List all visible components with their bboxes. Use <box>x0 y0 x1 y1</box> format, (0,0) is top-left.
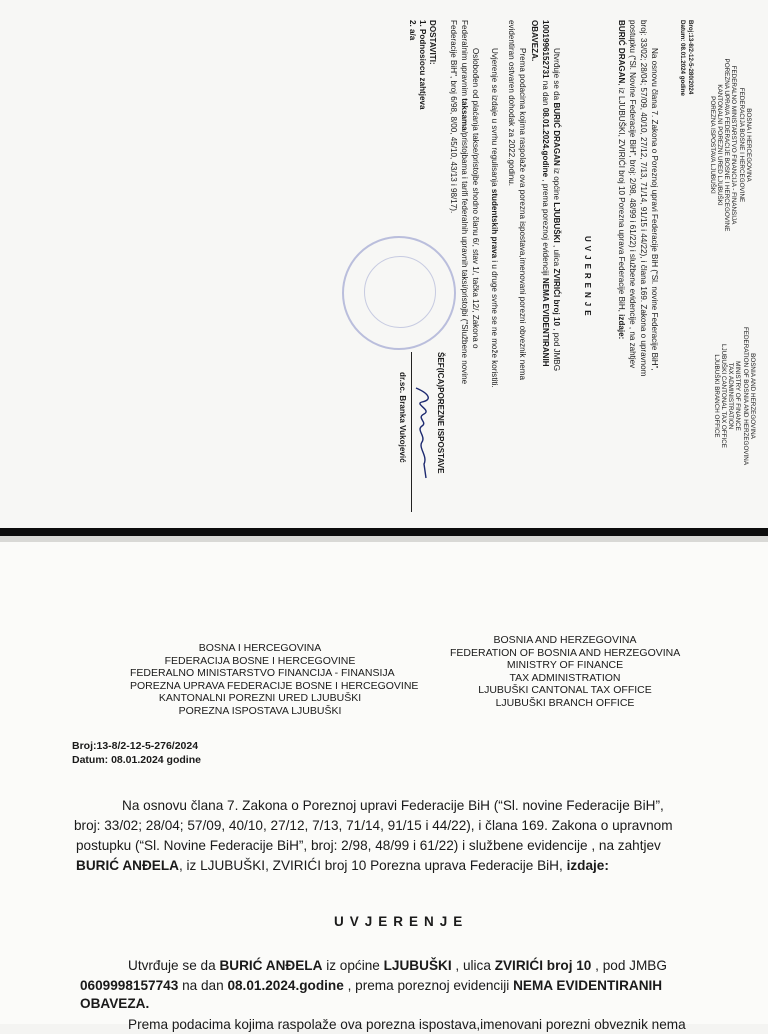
header-left <box>130 642 419 717</box>
utvrduje-line <box>551 48 562 371</box>
city: LJUBUŠKI <box>383 958 452 973</box>
text-fragment: iz općine <box>326 958 380 973</box>
intro-line-applicant <box>616 20 627 339</box>
header-right-line: TAX ADMINISTRATION <box>727 362 735 430</box>
header-left-line: POREZNA UPRAVA FEDERACIJE BOSNE I HERCEGOVINE <box>723 58 731 232</box>
exemption-line: Federacije BiH", broj 6/98, 8/00, 45/10, 43/13 i 98/17). <box>449 20 458 214</box>
izdaje-label: izdaje: <box>566 858 609 873</box>
certificate-title: UVJERENJE <box>583 236 592 320</box>
text-fragment: Uvjerenje se izdaje u svrhu regulisanja <box>490 48 499 187</box>
header-left-line: KANTONALNI POREZNI URED LJUBUŠKI <box>715 84 723 206</box>
intro-line: postupku (“Sl. Novine Federacije BiH”, broj: 2/98, 48/99 i 61/22) i službene evidencije , na zahtjev <box>76 838 661 853</box>
intro-line: broj: 33/02; 28/04; 57/09, 40/10, 27/12, 7/13, 71/14, 91/15 i 44/22), i člana 169. Zakona o upravnom <box>74 818 673 833</box>
applicant-address: , iz LJUBUŠKI, ZVIRIĆI broj 10 Porezna uprava Federacije BiH, <box>178 858 563 873</box>
applicant-address: , iz LJUBUŠKI, ZVIRIĆI broj 10 Porezna uprava Federacije BiH, <box>617 83 626 312</box>
header-right-line: FEDERATION OF BOSNIA AND HERZEGOVINA <box>741 326 749 466</box>
document-date: Datum: 08.01.2024 godine <box>72 754 201 766</box>
header-right-line: MINISTRY OF FINANCE <box>506 659 624 671</box>
header-right-line: TAX ADMINISTRATION <box>509 671 621 684</box>
street: ZVIRIĆI broj 10 <box>552 268 561 327</box>
applicant-name: BURIĆ DRAGAN <box>617 20 626 84</box>
intro-line: postupku (“Sl. Novine Federacije BiH”, broj: 2/98, 48/99 i 61/22) i službene evidencije , na zahtjev <box>628 20 637 369</box>
intro-line-applicant <box>76 856 609 875</box>
text-fragment: , ulica <box>552 245 561 267</box>
text-fragment: taksama <box>460 98 469 131</box>
header-left-line: POREZNA ISPOSTAVA LJUBUŠKI <box>708 96 716 194</box>
intro-line: Na osnovu člana 7. Zakona o Poreznoj upravi Federacije BiH (“Sl. novine Federacije BiH”, <box>650 48 659 371</box>
document-number: Broj:13-8/2-12-5-280/2024 <box>687 20 694 95</box>
status: NEMA EVIDENTIRANIH <box>513 978 663 993</box>
header-left-line: FEDERACIJA BOSNE I HERCEGOVINE <box>737 87 745 203</box>
document-number: Broj:13-8/2-12-5-276/2024 <box>72 740 199 752</box>
purpose-line <box>489 48 500 388</box>
scan-edge <box>0 528 768 536</box>
certificate-title: UVJERENJE <box>334 914 469 929</box>
header-right-line: BOSNIA AND HERZEGOVINA <box>493 634 637 646</box>
issue-date: 08.01.2024.godine <box>541 107 550 178</box>
recipient-item: 1. Podnosiocu zahtjeva <box>418 20 427 110</box>
header-right-line: MINISTRY OF FINANCE <box>734 361 742 431</box>
status: NEMA EVIDENTIRANIH <box>541 277 550 367</box>
izdaje-label: izdaje: <box>617 314 626 340</box>
text-fragment: , prema poreznoj evidenciji <box>541 179 550 276</box>
utvrduje-line <box>540 20 551 367</box>
signature-line <box>411 352 412 512</box>
applicant-name: BURIĆ ANĐELA <box>76 858 179 873</box>
purpose: studentskih prava <box>490 188 499 259</box>
document-page <box>0 542 768 1032</box>
body-line: evidentiran ostvaren dohodak za 2022.godinu. <box>507 20 516 187</box>
header-left-line: POREZNA UPRAVA FEDERACIJE BOSNE I HERCEGOVINE <box>130 679 419 692</box>
body-line: Prema podacima kojima raspolaže ova porezna ispostava,imenovani porezni obveznik nema <box>128 1017 686 1032</box>
text-fragment: Federalnim upravnim <box>460 20 469 97</box>
header-left-line: BOSNA I HERCEGOVINA <box>745 108 752 182</box>
signer-name: dr.sc. Branka Vukojević <box>398 372 407 463</box>
header-right-line: LJUBUŠKI CANTONAL TAX OFFICE <box>719 343 727 449</box>
header-left-line: FEDERACIJA BOSNE I HERCEGOVINE <box>164 654 356 667</box>
status-continued: OBAVEZA. <box>530 20 539 62</box>
header-right-line: BOSNIA AND HERZEGOVINA <box>749 353 756 439</box>
signer-title: ŠEF(ICA)POREZNE ISPOSTAVE <box>436 352 445 474</box>
official-stamp-inner <box>364 256 436 328</box>
header-right-line: FEDERATION OF BOSNIA AND HERZEGOVINA <box>450 646 681 659</box>
text-fragment: , pod JMBG <box>595 958 667 973</box>
header-left-line: POREZNA ISPOSTAVA LJUBUŠKI <box>178 704 342 717</box>
person-name: BURIĆ ANĐELA <box>219 958 323 973</box>
text-fragment: i u druge svrhe se ne može koristiti. <box>490 260 499 388</box>
header-left-line: KANTONALNI POREZNI URED LJUBUŠKI <box>158 692 362 704</box>
jmbg: 1001996152731 <box>541 20 550 79</box>
utvrduje-line <box>80 976 662 995</box>
header-left-line: BOSNA I HERCEGOVINA <box>198 642 322 654</box>
document-date: Datum: 08.01.2024 godine <box>679 20 686 96</box>
header-right <box>450 634 680 709</box>
status-continued: OBAVEZA. <box>80 996 150 1011</box>
header-right-line: LJUBUŠKI CANTONAL TAX OFFICE <box>478 684 652 696</box>
exemption-line: Oslobođen od plaćanja takse/pristojbe shodno članu 6/, stav 1/, tačka 12/, Zakona o <box>471 48 480 349</box>
text-fragment: iz općine <box>552 168 561 201</box>
text-fragment: Utvrđuje se da <box>128 958 216 973</box>
header-right-line: LJUBUŠKI BRANCH OFFICE <box>495 696 635 709</box>
utvrduje-line <box>128 956 667 975</box>
header-left-line: FEDERALNO MINISTARSTVO FINANCIJA - FINANSIJA <box>130 667 395 679</box>
signature <box>410 384 436 484</box>
jmbg: 0609998157743 <box>80 978 179 993</box>
street: ZVIRIĆI broj 10 <box>494 958 592 973</box>
text-fragment: Utvrđuje se da <box>552 48 561 101</box>
header-right <box>712 296 756 496</box>
exemption-line <box>459 20 470 384</box>
header-left <box>708 40 752 250</box>
body-line: Prema podacima kojima raspolaže ova porezna ispostava,imenovani porezni obveznik nema <box>518 48 527 381</box>
header-left-line: FEDERALNO MINISTARSTVO FINANCIJA - FINANSIJA <box>730 65 738 225</box>
dostaviti-label: DOSTAVITI: <box>428 20 437 65</box>
text-fragment: , prema poreznoj evidenciji <box>347 978 510 993</box>
recipient-item: 2. a/a <box>408 20 417 41</box>
text-fragment: na dan <box>541 80 550 106</box>
text-fragment: /pristojbama i tarifi federalnih upravnih taksi/pristojbi ("Službene novine <box>460 130 469 385</box>
intro-line: Na osnovu člana 7. Zakona o Poreznoj upravi Federacije BiH (“Sl. novine Federacije BiH”, <box>122 798 664 813</box>
issue-date: 08.01.2024.godine <box>227 978 344 993</box>
text-fragment: , ulica <box>455 958 491 973</box>
intro-line: broj: 33/02; 28/04; 57/09, 40/10, 27/12, 7/13, 71/14, 91/15 i 44/22), i člana 169. Zakona o upravnom <box>639 20 648 377</box>
text-fragment: na dan <box>182 978 224 993</box>
person-name: BURIĆ DRAGAN <box>552 102 561 166</box>
text-fragment: , pod JMBG <box>552 328 561 371</box>
header-right-line: LJUBUŠKI BRANCH OFFICE <box>712 354 720 438</box>
city: LJUBUŠKI <box>552 202 561 243</box>
